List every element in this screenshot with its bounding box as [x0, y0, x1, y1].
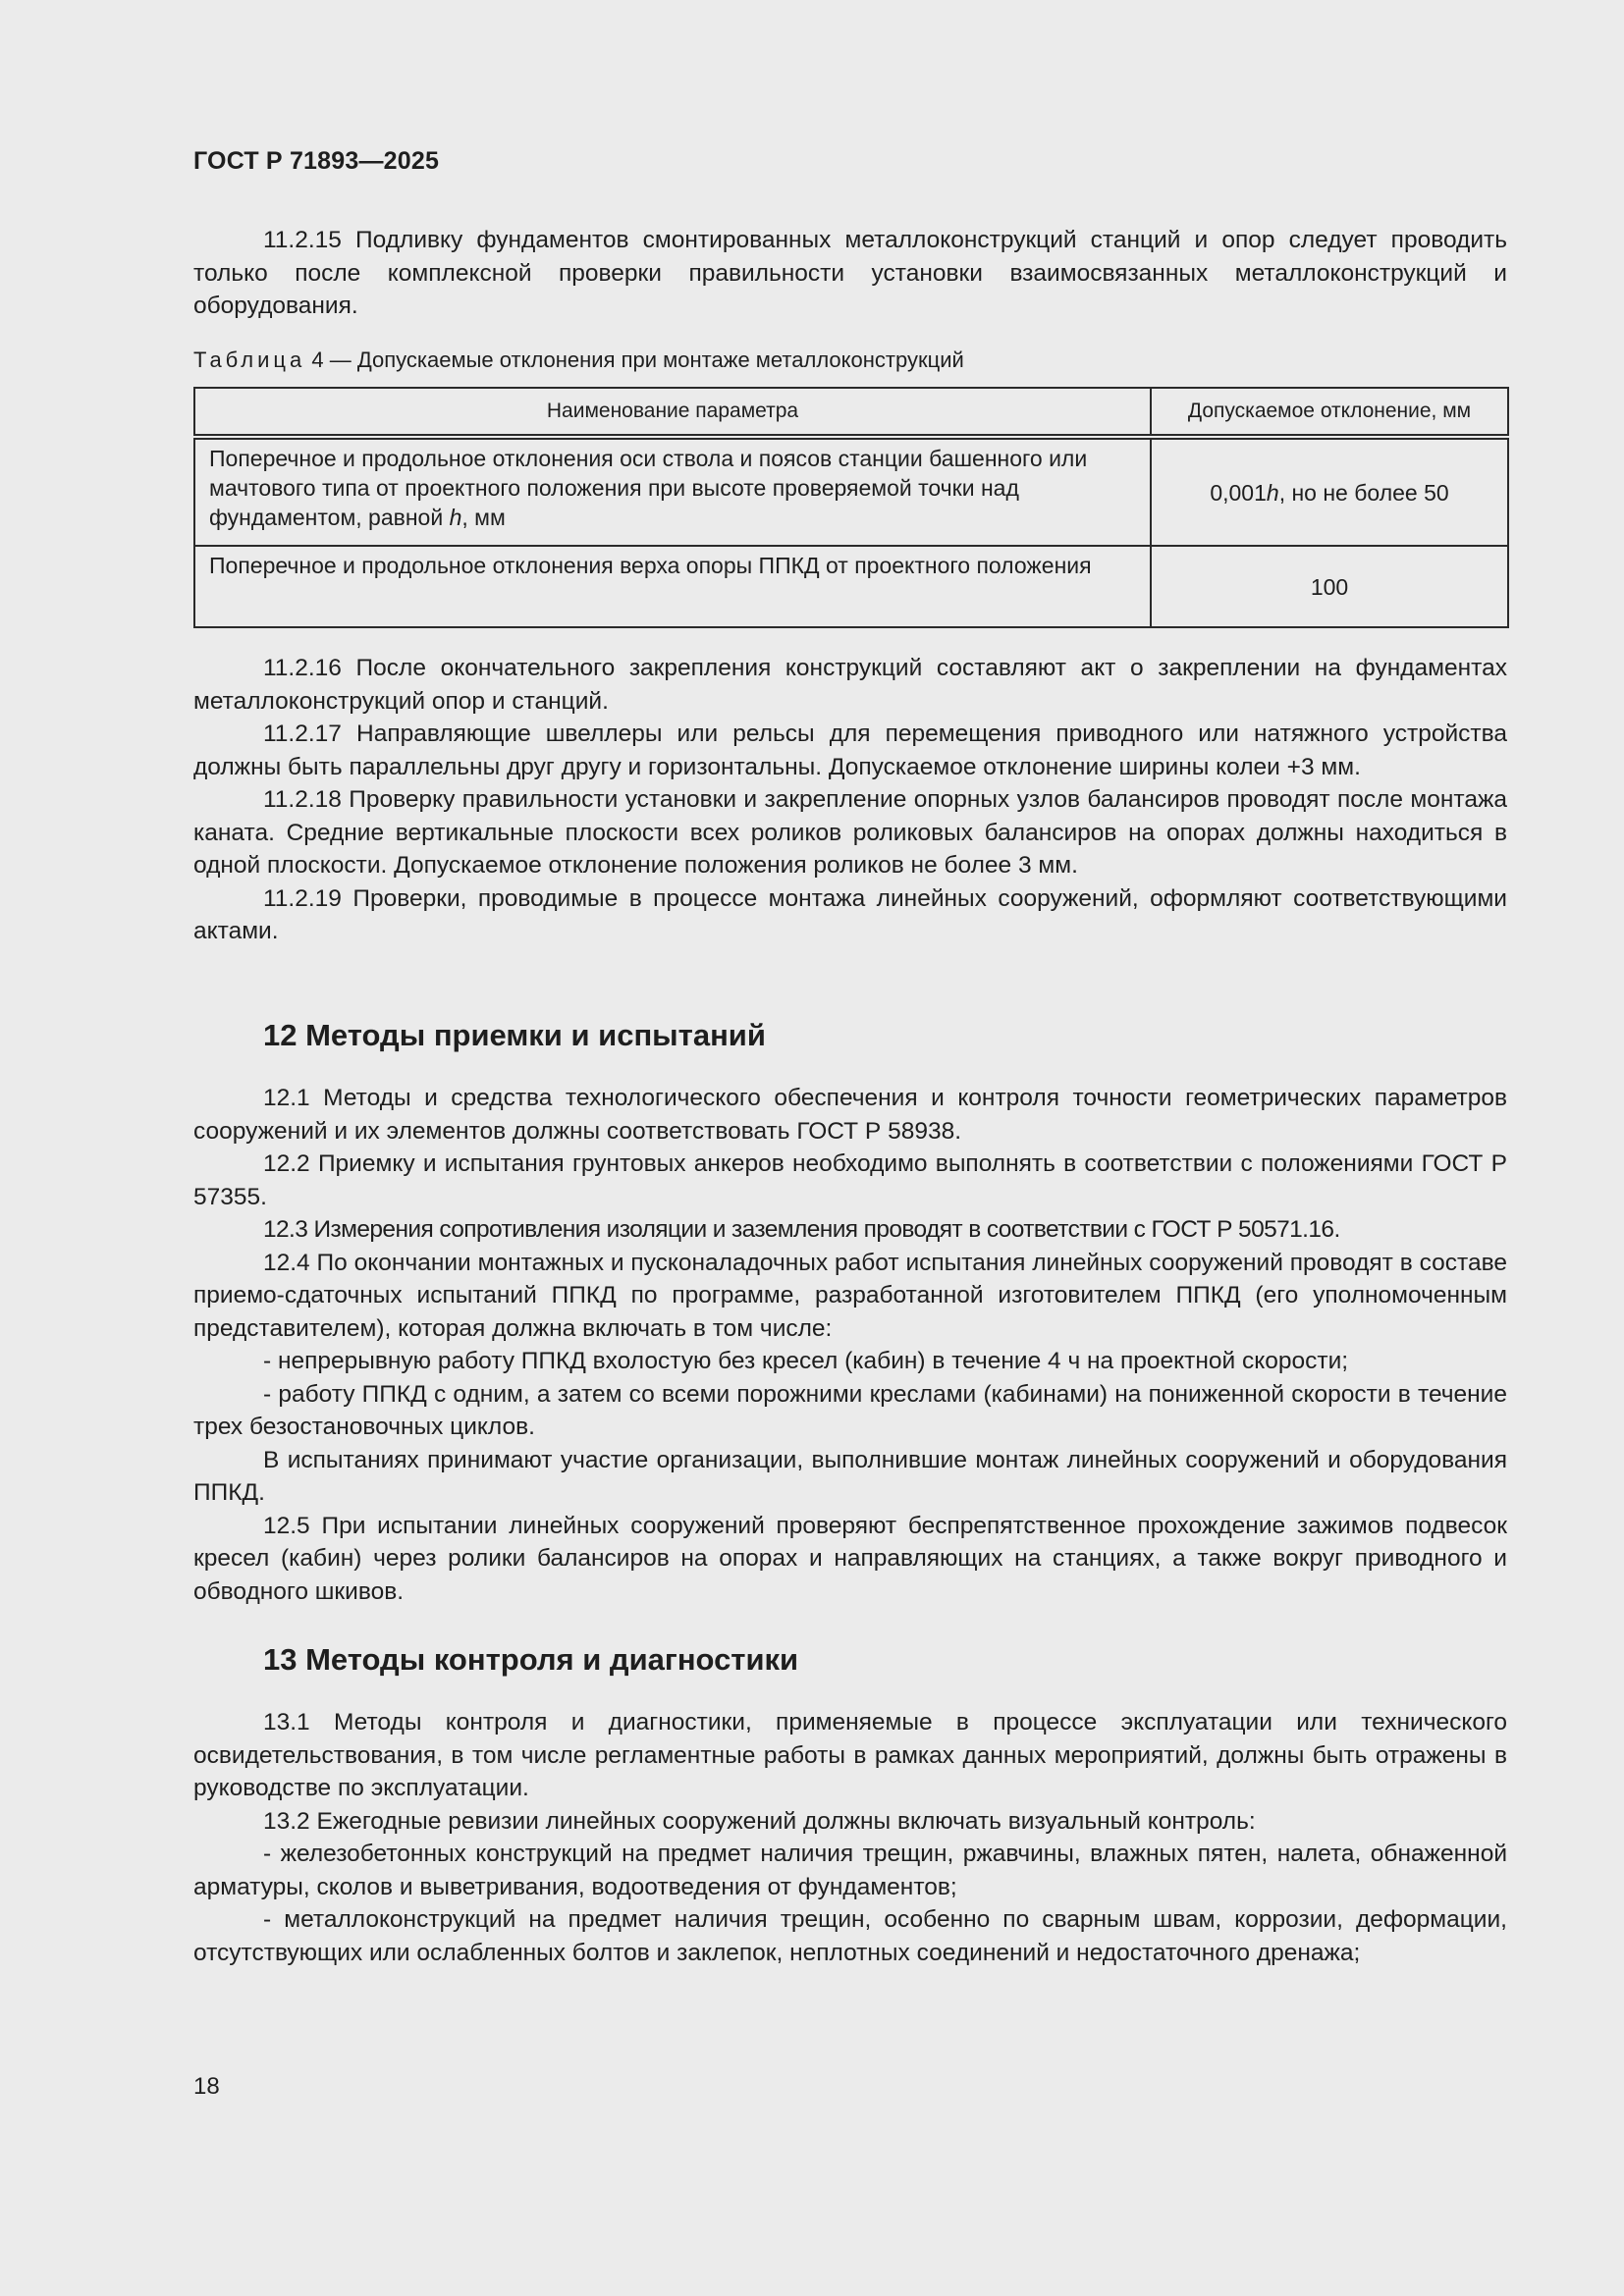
heading-section-12: 12 Методы приемки и испытаний: [263, 1018, 766, 1052]
section-11-2-16-to-19: [193, 652, 1507, 948]
paragraph-11-2-16: 11.2.16 После окончательного закрепления конструкций составляют акт о закреплении на фундаментах металлоконструкций опор и станций.: [193, 655, 1507, 715]
table-caption: [193, 346, 964, 375]
paragraph-12-5: 12.5 При испытании линейных сооружений проверяют беспрепятственное прохождение зажимов подвесок кресел (кабин) через ролики балансиров на опорах и направляющих на станциях, а также вокруг приводного и обводного шкивов.: [193, 1512, 1507, 1605]
paragraph-11-2-18: 11.2.18 Проверку правильности установки и закрепление опорных узлов балансиров проводят после монтажа каната. Средние вертикальные плоскости всех роликов роликовых балансиров на опорах должны находиться в одной плоскости. Допускаемое отклонение положения роликов не более 3 мм.: [193, 786, 1507, 879]
row1-dev-h: h: [1266, 479, 1279, 506]
list-item: - металлоконструкций на предмет наличия трещин, особенно по сварным швам, коррозии, деформации, отсутствующих или ослабленных болтов и заклепок, неплотных соединений и недостаточного дренажа;: [193, 1906, 1507, 1966]
row1-param-text: Поперечное и продольное отклонения оси ствола и поясов станции башенного или мачтового типа от проектного положения при высоте проверяемой точки над фундаментом, равной: [209, 446, 1088, 530]
table-header-row: [194, 388, 1508, 437]
list-item: - непрерывную работу ППКД вхолостую без кресел (кабин) в течение 4 ч на проектной скорости;: [263, 1348, 1349, 1374]
table-cell-parameter: [194, 437, 1151, 546]
paragraph-11-2-17: 11.2.17 Направляющие швеллеры или рельсы для перемещения приводного или натяжного устройства должны быть параллельны друг другу и горизонтальны. Допускаемое отклонение ширины колеи +3 мм.: [193, 721, 1507, 780]
row1-param-h: h: [449, 505, 462, 530]
section-13: [193, 1706, 1507, 1969]
paragraph-12-1: 12.1 Методы и средства технологического обеспечения и контроля точности геометрических параметров сооружений и их элементов должны соответствовать ГОСТ Р 58938.: [193, 1085, 1507, 1145]
paragraph-12-3: 12.3 Измерения сопротивления изоляции и заземления проводят в соответствии с ГОСТ Р 50571.16.: [263, 1216, 1340, 1243]
table-cell-deviation: 100: [1151, 546, 1508, 627]
document-header: ГОСТ Р 71893—2025: [193, 147, 440, 175]
paragraph-13-2: 13.2 Ежегодные ревизии линейных сооружений должны включать визуальный контроль:: [263, 1807, 1256, 1835]
table-caption-text: 4 — Допускаемые отклонения при монтаже металлоконструкций: [305, 347, 964, 372]
paragraph-13-1: 13.1 Методы контроля и диагностики, применяемые в процессе эксплуатации или технического освидетельствования, в том числе регламентные работы в рамках данных мероприятий, должны быть отражены в руководстве по эксплуатации.: [193, 1709, 1507, 1801]
row1-dev-limit: , но не более 50: [1278, 479, 1449, 506]
row1-dev-coef: 0,001: [1210, 479, 1267, 506]
table-cell-deviation: [1151, 437, 1508, 546]
paragraph-12-4: 12.4 По окончании монтажных и пусконаладочных работ испытания линейных сооружений проводят в составе приемо-сдаточных испытаний ППКД по программе, разработанной изготовителем ППКД (его уполномоченным представителем), которая должна включать в том числе:: [193, 1249, 1507, 1342]
list-item: - железобетонных конструкций на предмет наличия трещин, ржавчины, влажных пятен, налета, обнаженной арматуры, сколов и выветривания, водоотведения от фундаментов;: [193, 1841, 1507, 1900]
col-header-deviation: Допускаемое отклонение, мм: [1151, 388, 1508, 437]
section-12: [193, 1082, 1507, 1608]
paragraph-12-2: 12.2 Приемку и испытания грунтовых анкеров необходимо выполнять в соответствии с положениями ГОСТ Р 57355.: [193, 1150, 1507, 1210]
heading-section-13: 13 Методы контроля и диагностики: [263, 1642, 799, 1677]
table-row: [194, 437, 1508, 546]
table-row: [194, 546, 1508, 627]
page-number: 18: [193, 2073, 220, 2100]
paragraph-11-2-15: 11.2.15 Подливку фундаментов смонтированных металлоконструкций станций и опор следует проводить только после комплексной проверки правильности установки взаимосвязанных металлоконструкций и оборудования.: [193, 227, 1507, 319]
table-caption-word: Таблица: [193, 347, 306, 372]
paragraph-11-2-19: 11.2.19 Проверки, проводимые в процессе монтажа линейных сооружений, оформляют соответствующими актами.: [193, 884, 1507, 944]
row1-param-unit: , мм: [461, 505, 506, 530]
deviation-table: [193, 387, 1509, 628]
table-cell-parameter: Поперечное и продольное отклонения верха опоры ППКД от проектного положения: [194, 546, 1151, 627]
section-11-2-15: [193, 224, 1507, 323]
list-item: - работу ППКД с одним, а затем со всеми порожними креслами (кабинами) на пониженной скорости в течение трех безостановочных циклов.: [193, 1380, 1507, 1440]
col-header-parameter: Наименование параметра: [194, 388, 1151, 437]
paragraph-12-4-participants: В испытаниях принимают участие организации, выполнившие монтаж линейных сооружений и оборудования ППКД.: [193, 1446, 1507, 1506]
